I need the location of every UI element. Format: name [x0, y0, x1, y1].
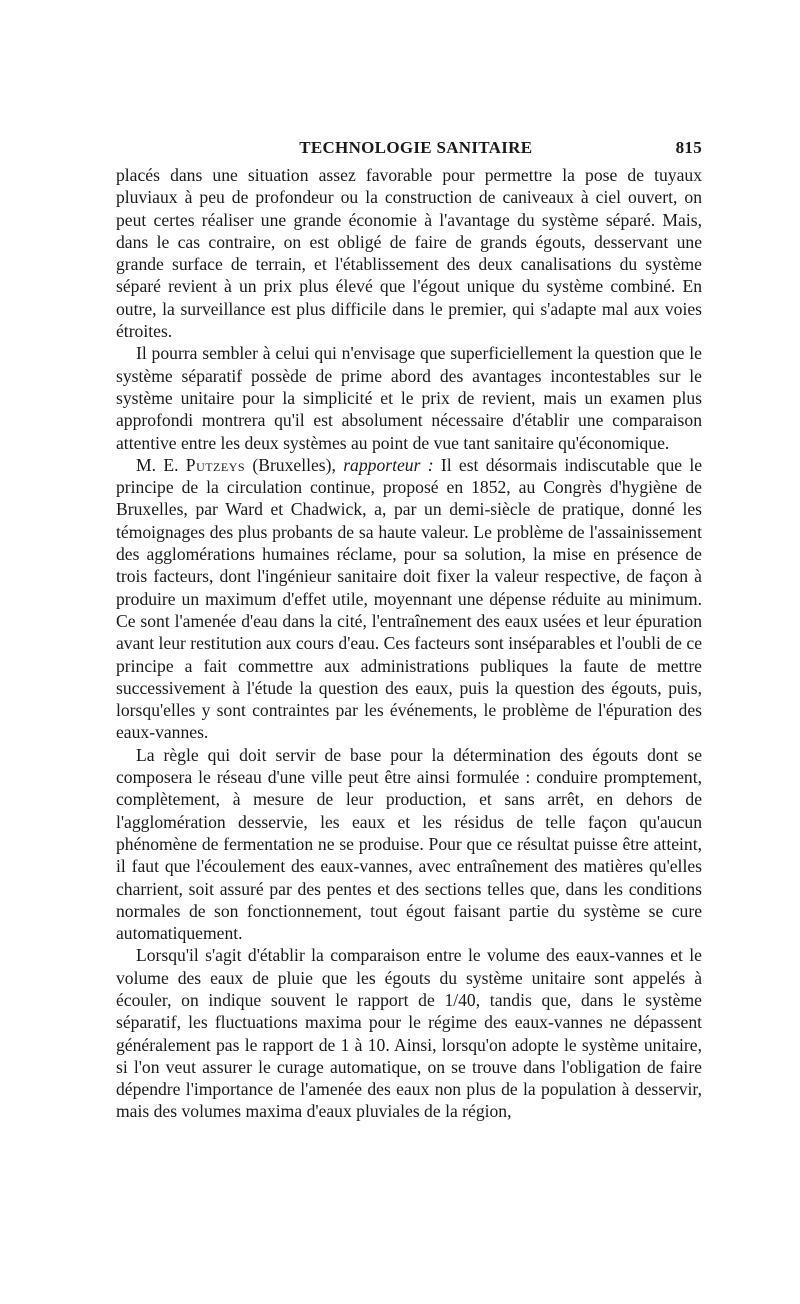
- paragraph: Lorsqu'il s'agit d'établir la comparaison entre le volume des eaux-vannes et le volume des eaux de pluie que les égouts du système unitaire sont appelés à écouler, on indique souvent le rapport de 1/40, tandis que, dans le système séparatif, les fluctuations maxima pour le régime des eaux-vannes ne dépassent généralement pas le rapport de 1 à 10. Ainsi, lorsqu'on adopte le système unitaire, si l'on veut assurer le curage automatique, on se trouve dans l'obligation de faire dépendre l'importance de l'amenée des eaux non plus de la population à desservir, mais des volumes maxima d'eaux pluviales de la région,: [116, 945, 702, 1122]
- running-header: [116, 138, 702, 164]
- paragraph: La règle qui doit servir de base pour la détermination des égouts dont se composera le réseau d'une ville peut être ainsi formulée : conduire promptement, complètement, à mesure de leur production, et sans arrêt, en dehors de l'agglomération desservie, les eaux et les résidus de telle façon qu'aucun phénomène de fermentation ne se produise. Pour que ce résultat puisse être atteint, il faut que l'écoulement des eaux-vannes, avec entraînement des matières qu'elles charrient, soit assuré par des pentes et des sections telles que, dans les conditions normales de son fonctionnement, tout égout faisant partie du système se cure automatiquement.: [116, 744, 702, 944]
- book-page: [116, 138, 702, 1123]
- paragraph-continuation: placés dans une situation assez favorable pour permettre la pose de tuyaux pluviaux à peu de profondeur ou la construction de caniveaux à ciel ouvert, on peut certes réaliser une grande économie à l'avantage du système séparé. Mais, dans le cas contraire, on est obligé de faire de grands égouts, desservant une grande surface de terrain, et l'établissement des deux canalisations du système séparé revient à un prix plus élevé que l'égout unique du système combiné. En outre, la surveillance est plus difficile dans le premier, qui s'adapte mal aux voies étroites.: [116, 165, 702, 342]
- speaker-role: rapporteur :: [343, 454, 434, 475]
- paragraph: Il pourra sembler à celui qui n'envisage que superficiellement la question que le système séparatif possède de prime abord des avantages incontestables sur le système unitaire pour la simplicité et le prix de revient, mais un examen plus approfondi montrera qu'il est absolument nécessaire d'établir une comparaison attentive entre les deux systèmes au point de vue tant sanitaire qu'économique.: [116, 343, 702, 453]
- speaker-place: (Bruxelles),: [252, 454, 336, 475]
- speaker-paragraph: [116, 454, 702, 744]
- page-number: 815: [675, 138, 702, 157]
- running-title: TECHNOLOGIE SANITAIRE: [299, 138, 533, 157]
- body-text: [116, 164, 702, 1123]
- speaker-name: Putzeys: [185, 454, 246, 475]
- speaker-initials: M. E.: [136, 454, 179, 475]
- speaker-text: Il est désormais indiscutable que le principe de la circulation continue, proposé en 1852, au Congrès d'hygiène de Bruxelles, par Ward et Chadwick, a, par un demi-siècle de pratique, donné les témoignages des plus probants de sa haute valeur. Le problème de l'assainissement des agglomérations humaines réclame, pour sa solution, la mise en présence de trois facteurs, dont l'ingénieur sanitaire doit fixer la valeur respective, de façon à produire un maximum d'effet utile, moyennant une dépense réduite au minimum. Ce sont l'amenée d'eau dans la cité, l'entraînement des eaux usées et leur épuration avant leur restitution aux cours d'eau. Ces facteurs sont inséparables et l'oubli de ce principe a fait commettre aux administrations publiques la faute de mettre successivement à l'étude la question des eaux, puis la question des égouts, puis, lorsqu'elles y sont contraintes par les événements, le problème de l'épuration des eaux-vannes.: [116, 454, 703, 743]
